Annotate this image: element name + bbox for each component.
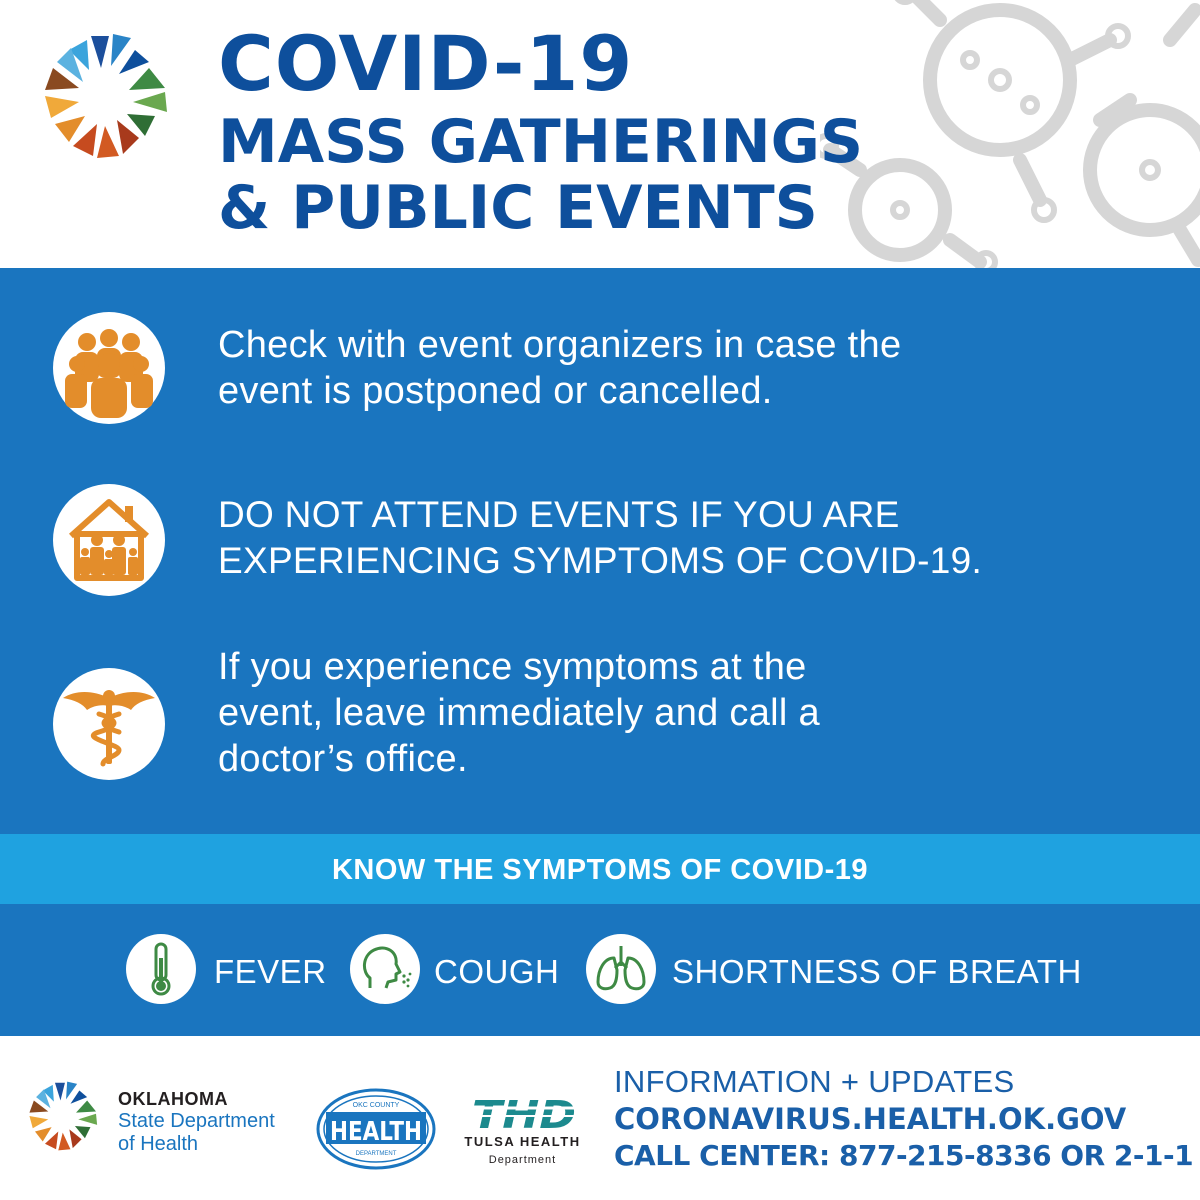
osdh-line-3: of Health [118, 1133, 199, 1155]
tulsa-mark: THD [472, 1093, 576, 1134]
call-center-number: CALL CENTER: 877-215-8336 OR 2-1-1 [614, 1139, 1194, 1172]
osdh-star-logo [20, 1076, 106, 1156]
virus-pattern-background [820, 0, 1200, 268]
osdh-line-2: State Department [118, 1110, 275, 1132]
osdh-line-1: OKLAHOMA [118, 1089, 228, 1109]
title-line-2: MASS GATHERINGS [218, 107, 864, 177]
tip-text [218, 492, 982, 584]
symptoms-heading: KNOW THE SYMPTOMS OF COVID-19 [0, 834, 1200, 904]
tulsa-line-2: Department [488, 1154, 557, 1166]
page-title [218, 19, 864, 243]
title-line-3: & PUBLIC EVENTS [218, 173, 818, 243]
info-heading: INFORMATION + UPDATES [614, 1064, 1015, 1099]
group-of-people-icon [53, 312, 165, 424]
info-block [614, 1066, 1193, 1170]
symptom-label-cough: COUGH [434, 953, 560, 990]
tips-panel [0, 268, 1200, 834]
okc-arc-top: OKC COUNTY [352, 1102, 400, 1109]
okc-arc-bottom: DEPARTMENT [355, 1151, 397, 1157]
lungs-icon [586, 934, 656, 1004]
footer [0, 1036, 1200, 1200]
symptom-label-shortness-of-breath: SHORTNESS OF BREATH [672, 953, 1082, 990]
caduceus-icon [53, 668, 165, 780]
tip-text [218, 322, 901, 414]
cough-icon [350, 934, 420, 1004]
tip-line: DO NOT ATTEND EVENTS IF YOU ARE [218, 494, 900, 535]
tip-line: EXPERIENCING SYMPTOMS OF COVID-19. [218, 540, 983, 581]
okc-word: HEALTH [330, 1117, 422, 1147]
tulsa-health-logo [450, 1092, 595, 1177]
oklahoma-star-logo [28, 26, 183, 166]
title-line-1: COVID-19 [218, 19, 634, 108]
thermometer-icon [126, 934, 196, 1004]
osdh-logo-text [118, 1090, 275, 1154]
symptoms-row [0, 904, 1200, 1036]
tip-line: If you experience symptoms at the [218, 646, 807, 688]
header [0, 0, 1200, 268]
tulsa-line-1: TULSA HEALTH [464, 1134, 581, 1149]
tip-line: event, leave immediately and call a [218, 692, 820, 734]
tip-line: event is postponed or cancelled. [218, 370, 773, 412]
symptom-label-fever: FEVER [214, 953, 327, 990]
tip-line: Check with event organizers in case the [218, 324, 902, 366]
okc-county-health-logo [316, 1088, 436, 1170]
tip-line: doctor’s office. [218, 738, 468, 780]
tip-text [218, 644, 820, 782]
family-in-house-icon [53, 484, 165, 596]
website-link[interactable]: CORONAVIRUS.HEALTH.OK.GOV [614, 1102, 1127, 1136]
